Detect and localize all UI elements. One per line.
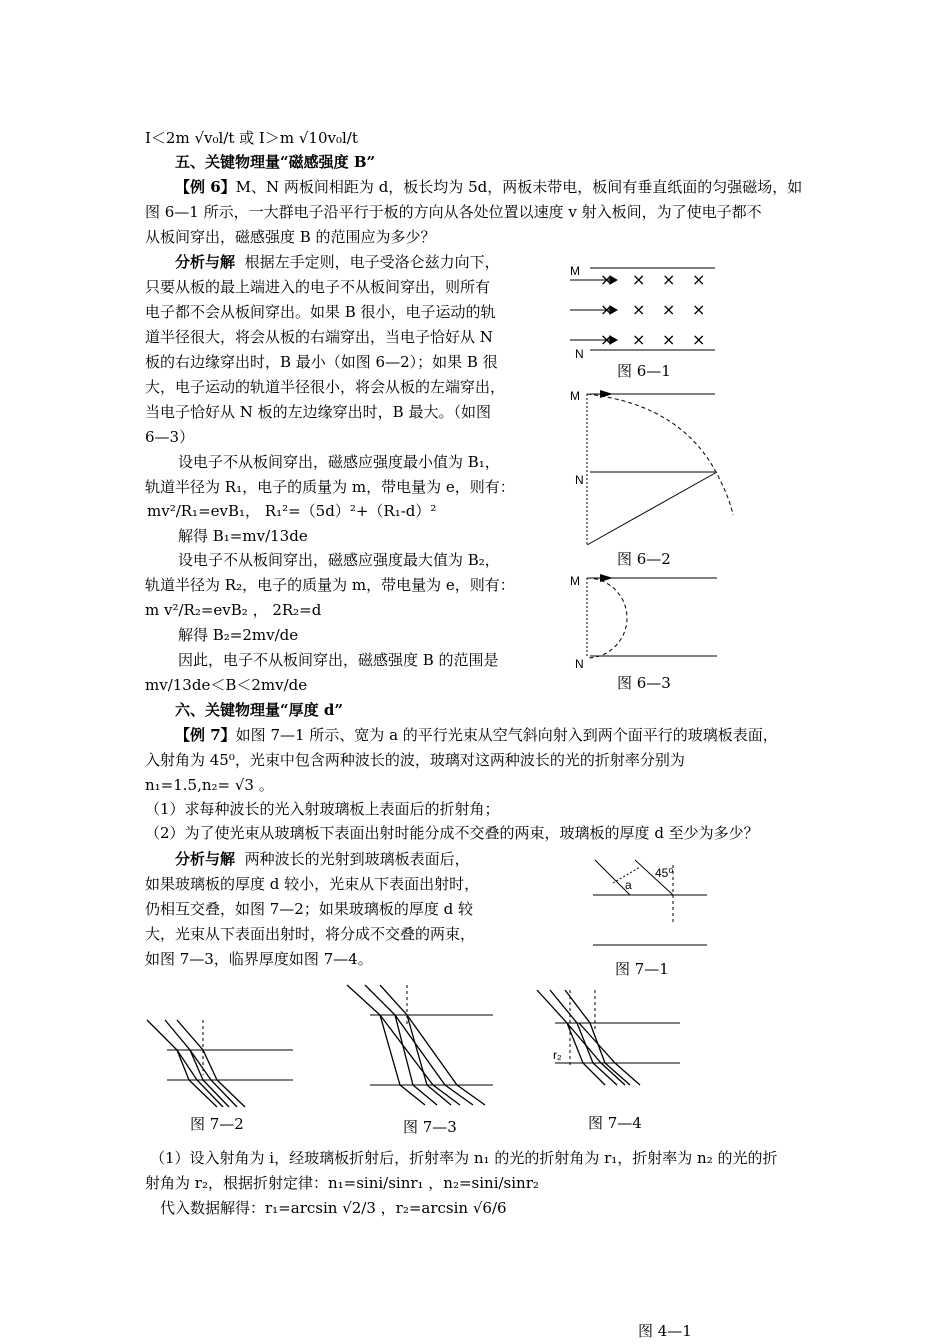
text-line: 从板间穿出，磁感强度 B 的范围应为多少？: [145, 228, 436, 246]
analysis-text: 根据左手定则，电子受洛仑兹力向下，: [244, 253, 500, 271]
label-a: a: [625, 878, 632, 892]
caption-7-2: 图 7—2: [190, 1115, 244, 1133]
caption-6-2: 图 6—2: [617, 550, 671, 568]
electron-trajectory: [587, 578, 627, 658]
svg-text:×: ×: [692, 270, 706, 289]
text-line: 轨道半径为 R₂，电子的质量为 m，带电量为 e，则有：: [145, 576, 515, 594]
section-title-6: 六、关键物理量“厚度 d”: [175, 701, 343, 719]
text-line: 如果玻璃板的厚度 d 较小，光束从下表面出射时，: [145, 875, 480, 893]
text-line: [175, 725, 778, 745]
example-text: 如图 7—1 所示、宽为 a 的平行光束从空气斜向射入到两个面平行的玻璃板表面，: [235, 726, 778, 744]
label-n: N: [575, 347, 584, 361]
svg-text:×: ×: [662, 300, 676, 319]
text-line: I＜2m √v₀l/t 或 I＞m √10v₀l/t: [145, 129, 358, 147]
radius-line: [587, 472, 717, 545]
text-line: 当电子恰好从 N 板的左边缘穿出时，B 最大。（如图: [145, 403, 491, 421]
text-line: （1）设入射角为 i，经玻璃板折射后，折射率为 n₁ 的光的折射角为 r₁，折射率为 n₂ 的光的折: [150, 1149, 778, 1167]
text-line: 轨道半径为 R₁，电子的质量为 m，带电量为 e，则有：: [145, 478, 515, 496]
label-n: N: [575, 473, 584, 487]
text-line: 大，光束从下表面出射时，将分成不交叠的两束，: [145, 925, 476, 943]
text-line: 仍相互交叠，如图 7—2；如果玻璃板的厚度 d 较: [145, 900, 473, 918]
text-line: （1）求每种波长的光入射玻璃板上表面后的折射角；: [145, 800, 500, 818]
svg-text:×: ×: [632, 270, 646, 289]
text-line: 板的右边缘穿出时，B 最小（如图 6—2）；如果 B 很: [145, 353, 498, 371]
text-line: n₁=1.5,n₂= √3 。: [145, 776, 274, 794]
text-line: 电子都不会从板间穿出。如果 B 很小，电子运动的轨: [145, 303, 496, 321]
figure-7-3: [345, 980, 505, 1110]
caption-4-1: 图 4—1: [638, 1322, 692, 1340]
svg-text:×: ×: [600, 270, 614, 289]
text-line: 如图 7—3，临界厚度如图 7—4。: [145, 950, 373, 968]
light-rays: [537, 990, 640, 1085]
section-title-5: 五、关键物理量“磁感强度 B”: [175, 153, 376, 171]
text-line: （2）为了使光束从玻璃板下表面出射时能分成不交叠的两束，玻璃板的厚度 d 至少为多少？: [145, 824, 759, 842]
label-m: M: [570, 574, 580, 588]
label-angle: 45⁰: [655, 866, 674, 880]
text-line: 设电子不从板间穿出，磁感应强度最小值为 B₁，: [178, 453, 500, 471]
example-label: 【例 6】: [175, 178, 236, 196]
text-line: 道半径很大，将会从板的右端穿出，当电子恰好从 N: [145, 328, 493, 346]
figure-7-1: [585, 855, 725, 955]
light-rays: [147, 1020, 245, 1107]
text-line: 解得 B₂=2mv/de: [178, 626, 299, 644]
svg-text:×: ×: [692, 300, 706, 319]
caption-7-4: 图 7—4: [588, 1114, 642, 1132]
svg-text:×: ×: [692, 330, 706, 349]
svg-text:×: ×: [662, 270, 676, 289]
text-line: 解得 B₁=mv/13de: [178, 527, 308, 545]
text-line: 大，电子运动的轨道半径很小，将会从板的左端穿出，: [145, 378, 506, 396]
text-line: 因此，电子不从板间穿出，磁感强度 B 的范围是: [178, 651, 499, 669]
electron-trajectory: [587, 394, 733, 515]
text-line: 设电子不从板间穿出，磁感应强度最大值为 B₂，: [178, 551, 500, 569]
text-line: 代入数据解得：r₁=arcsin √2/3 ，r₂=arcsin √6/6: [160, 1199, 507, 1217]
label-m: M: [570, 264, 580, 278]
label-m: M: [570, 389, 580, 403]
example-text: M、N 两板间相距为 d，板长均为 5d，两板未带电，板间有垂直纸面的匀强磁场，如: [235, 178, 803, 196]
text-line: 只要从板的最上端进入的电子不从板间穿出，则所有: [145, 278, 491, 296]
analysis-label: 分析与解: [175, 253, 236, 271]
caption-7-3: 图 7—3: [403, 1118, 457, 1136]
svg-text:×: ×: [632, 300, 646, 319]
caption-6-1: 图 6—1: [617, 362, 671, 380]
text-line: [175, 177, 802, 197]
text-line: 6—3）: [145, 428, 195, 446]
svg-text:×: ×: [600, 300, 614, 319]
analysis-label: 分析与解: [175, 850, 236, 868]
text-line: 图 6—1 所示，一大群电子沿平行于板的方向从各处位置以速度 v 射入板间，为了使电子都不: [145, 203, 762, 221]
label-r2: r₂: [553, 1048, 562, 1062]
label-n: N: [575, 657, 584, 671]
svg-text:×: ×: [632, 330, 646, 349]
light-rays: [347, 985, 485, 1105]
svg-text:×: ×: [600, 330, 614, 349]
text-line: mv²/R₁=evB₁， R₁²=（5d）²+（R₁-d）²: [147, 502, 437, 520]
figure-6-1: [565, 260, 725, 360]
arrow-icon: [600, 390, 613, 398]
text-line: [175, 849, 470, 869]
figure-7-4: [535, 985, 695, 1090]
text-line: m v²/R₂=evB₂ ， 2R₂=d: [145, 601, 322, 619]
caption-6-3: 图 6—3: [617, 674, 671, 692]
text-line: mv/13de＜B＜2mv/de: [145, 676, 308, 694]
arrow-icon: [600, 574, 613, 582]
svg-text:×: ×: [662, 330, 676, 349]
text-line: 入射角为 45⁰，光束中包含两种波长的波，玻璃对这两种波长的光的折射率分别为: [145, 751, 685, 769]
text-line: 射角为 r₂，根据折射定律：n₁=sini/sinr₁ ，n₂=sini/sinr₂: [145, 1174, 539, 1192]
analysis-text: 两种波长的光射到玻璃板表面后，: [244, 850, 470, 868]
example-label: 【例 7】: [175, 726, 236, 744]
caption-7-1: 图 7—1: [615, 960, 669, 978]
figure-6-2: [565, 385, 745, 555]
figure-6-3: [565, 570, 725, 670]
figure-7-2: [145, 1015, 305, 1110]
text-line: [175, 252, 500, 272]
